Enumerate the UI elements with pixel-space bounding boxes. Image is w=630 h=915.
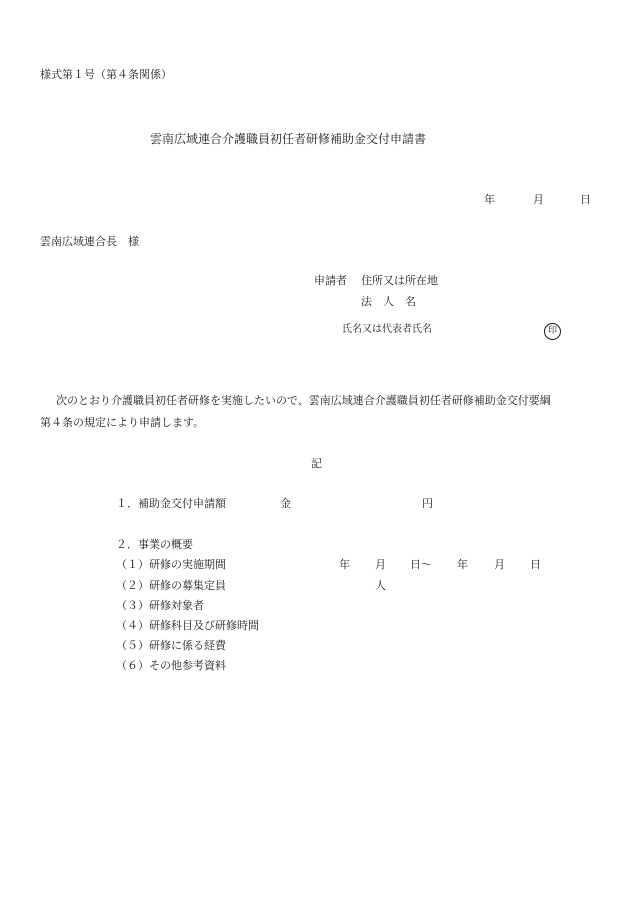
- body-text-line-2: 第４条の規定により申請します。: [40, 416, 205, 429]
- item-2-label: ２．事業の概要: [116, 538, 193, 551]
- sub-item-5-label: （５）研修に係る経費: [116, 639, 226, 652]
- sub-item-1-year-1: 年: [339, 558, 350, 571]
- item-1-label: １．補助金交付申請額: [116, 497, 226, 510]
- sub-item-1-month-2: 月: [494, 558, 505, 571]
- sub-item-1-day-2: 日: [530, 558, 541, 571]
- body-text-line-1: 次のとおり介護職員初任者研修を実施したいので、雲南広域連合介護職員初任者研修補助金交付要綱: [56, 394, 551, 407]
- seal-mark: 印: [544, 323, 561, 340]
- applicant-label: 申請者: [314, 274, 347, 287]
- date-day: 日: [580, 193, 591, 206]
- form-number: 様式第１号（第４条関係）: [40, 68, 172, 81]
- item-1-kin: 金: [280, 497, 291, 510]
- sub-item-3-label: （３）研修対象者: [116, 599, 204, 612]
- corporation-name-label: 法 人 名: [361, 295, 416, 308]
- document-title: 雲南広域連合介護職員初任者研修補助金交付申請書: [150, 132, 427, 146]
- item-1-yen: 円: [422, 497, 433, 510]
- sub-item-6-label: （６）その他参考資料: [116, 659, 226, 672]
- date-month: 月: [533, 193, 544, 206]
- addressee: 雲南広域連合長 様: [40, 235, 139, 248]
- address-label: 住所又は所在地: [361, 274, 438, 287]
- sub-item-1-label: （１）研修の実施期間: [116, 558, 226, 571]
- sub-item-2-label: （２）研修の募集定員: [116, 579, 226, 592]
- sub-item-1-month-1: 月: [375, 558, 386, 571]
- sub-item-1-day-from: 日～: [410, 558, 432, 571]
- sub-item-2-nin: 人: [375, 579, 386, 592]
- sub-item-1-year-2: 年: [457, 558, 468, 571]
- sub-item-4-label: （４）研修科目及び研修時間: [116, 619, 259, 632]
- date-year: 年: [484, 193, 495, 206]
- representative-name-label: 氏名又は代表者氏名: [342, 324, 432, 335]
- ki-heading: 記: [311, 457, 322, 470]
